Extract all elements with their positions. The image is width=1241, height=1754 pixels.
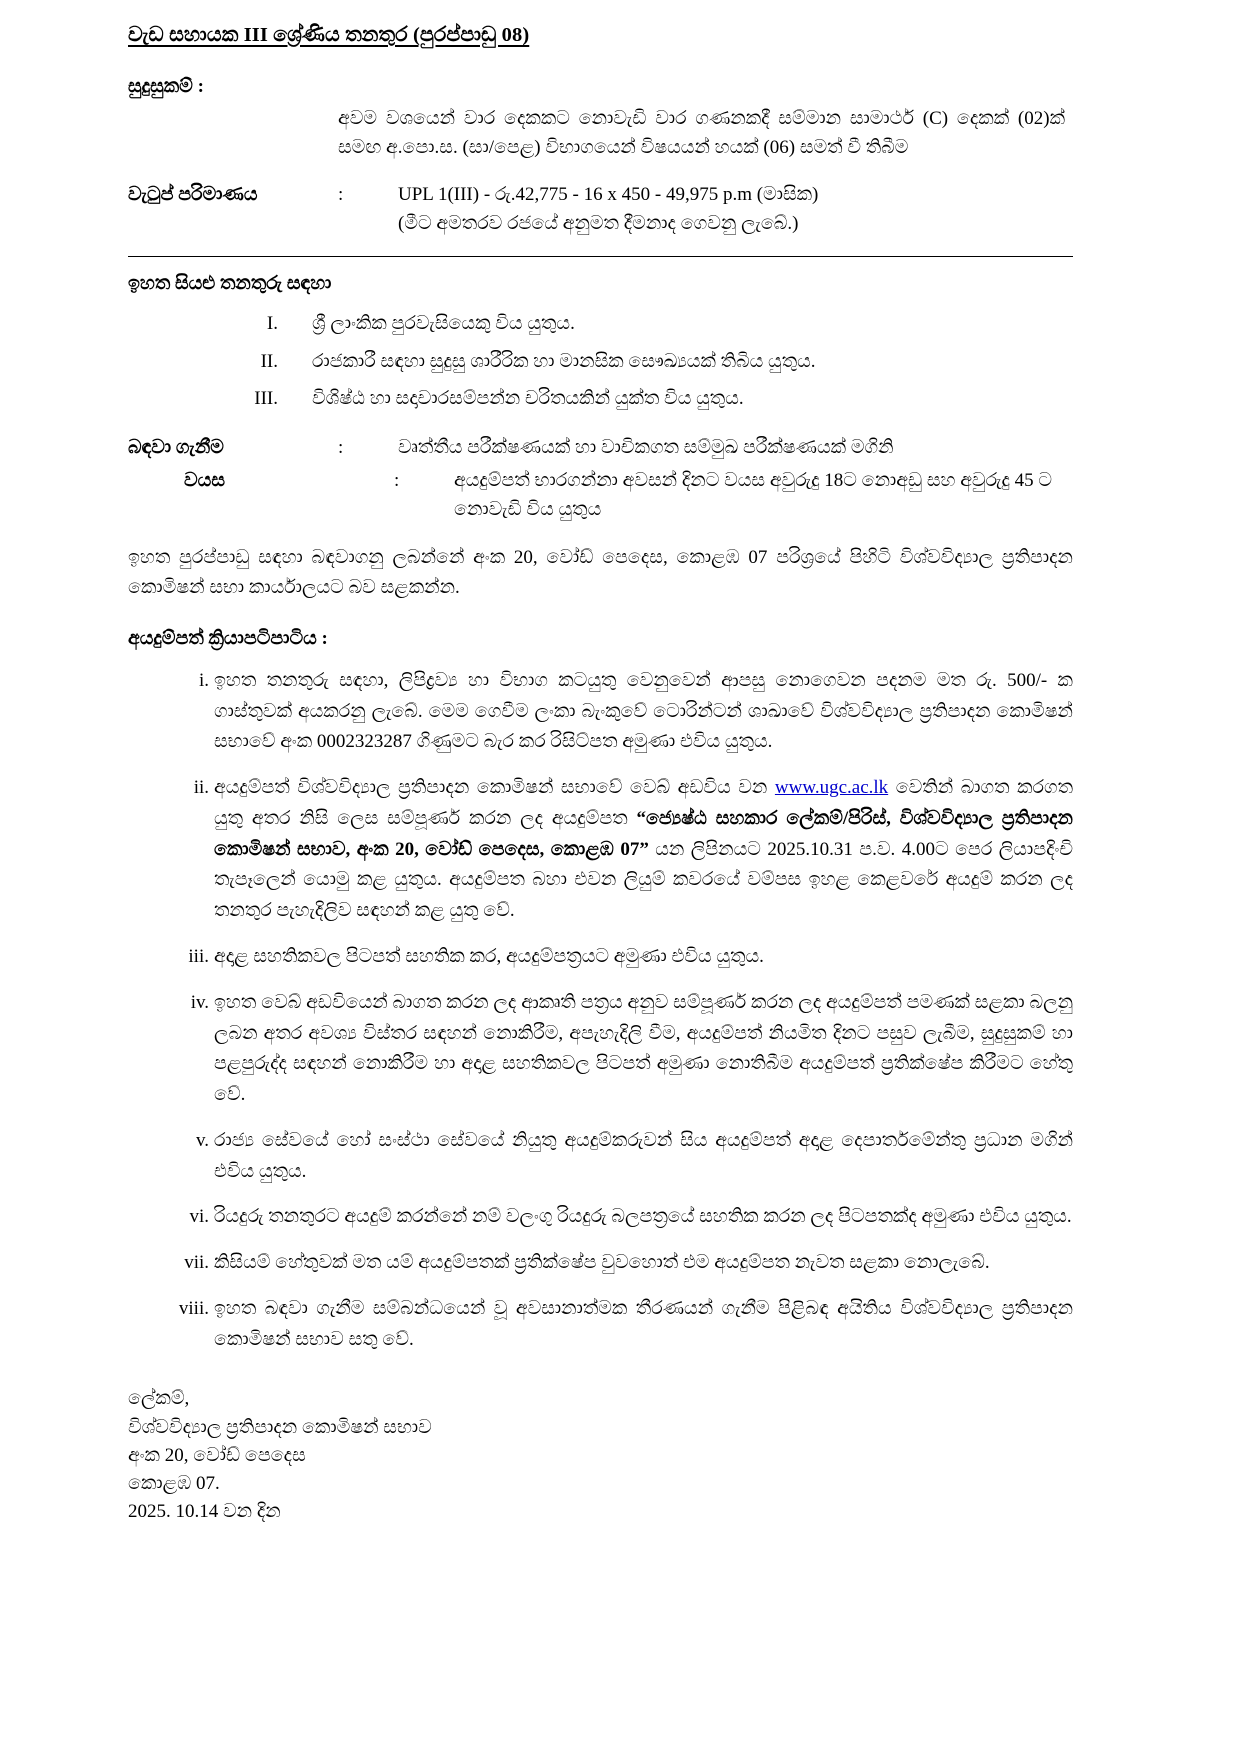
procedure-item-number: vi. [189, 1206, 209, 1228]
office-location-note: ඉහත පුරප්පාඩු සඳහා බඳවාගනු ලබන්නේ අංක 20, වෝඩ් පෙදෙස, කොළඹ 07 පරිශ්‍රයේ පිහිටි විශ්වවිද්‍යාල ප්‍රතිපාදන කොමිෂන් සභා කාර්යාලයට බව සළකන්න. [128, 547, 1073, 599]
procedure-item [128, 942, 1073, 973]
procedure-text-part-1: අයදුම්පත් විශ්වවිද්‍යාල ප්‍රතිපාදන කොමිෂන් සභාවේ වෙබ් අඩවිය වන [214, 777, 775, 799]
procedure-item-text: කිසියම් හේතුවක් මත යම් අයදුම්පතක් ප්‍රතික්ෂේප වුවහොත් එම අයදුම්පත නැවත සළකා නොලැබේ. [214, 1252, 990, 1274]
procedure-item-text: අදාළ සහතිකවල පිටපත් සහතික කර, අයදුම්පත්‍රයට අමුණා එවිය යුතුය. [214, 946, 764, 967]
salary-scale: UPL 1(III) - රු.42,775 - 16 x 450 - 49,975 p.m (මාසික) [398, 183, 819, 205]
age-colon: : [394, 470, 400, 492]
procedure-item-text: රියදුරු තනතුරට අයදුම් කරන්නේ නම් වලංගු රියදුරු බලපත්‍රයේ සහතික කරන ලද පිටපතක්ද අමුණා එවිය යුතුය. [214, 1206, 1072, 1228]
qualifications-text: අවම වශයෙන් වාර දෙකකට නොවැඩි වාර ගණනකදී සම්මාන සාමාර්ථ (C) දෙකක් (02)ක් සමඟ අ.පො.ස. (සා/පෙළ) විභාගයෙන් විෂයයන් හයක් (06) සමත් වී තිබීම [338, 107, 1065, 159]
list-item-text: රාජකාරී සඳහා සුදුසු ශාරීරික හා මානසික සෞඛ්‍යයක් තිබිය යුතුය. [312, 350, 816, 372]
procedure-item-number: i. [198, 669, 209, 691]
procedure-item-number: iii. [188, 946, 209, 967]
procedure-item-number: vii. [184, 1252, 209, 1274]
procedure-text-part-2: වෙතින් බාගත කරගත යුතු අතර නිසි ලෙස සම්පූර්ණ කරන ලද අයදුම්පත [214, 777, 1073, 829]
mailing-address-bold: “ජ්‍යෙෂ්ඨ සහකාර ලේකම්/පිරිස්, විශ්වවිද්‍යාල ප්‍රතිපාදන කොමිෂන් සභාව, අංක 20, වෝඩ් පෙදෙස, කොළඹ 07” [214, 807, 1073, 860]
procedure-item [128, 1202, 1073, 1233]
age-label: වයස [184, 470, 225, 492]
salary-colon: : [338, 183, 344, 205]
procedure-item-text: ඉහත වෙබ් අඩවියෙන් බාගත කරන ලද ආකෘති පත්‍රය අනුව සම්පූර්ණ කරන ලද අයදුම්පත් පමණක් සළකා බලනු ලබන අතර අවශ්‍ය විස්තර සඳහන් නොකිරීම, අපැහැදිලි වීම, අයදුම්පත් නියමිත දිනට පසුව ලැබීම, සුදුසුකම් හා පළපුරුද්ද සඳහන් නොකිරීම හා අදාළ සහතිකවල පිටපත් අමුණා නොතිබීම අයදුම්පත් ප්‍රතික්ෂේප කිරීමට හේතු වේ. [214, 991, 1073, 1106]
signature-line: කොළඹ 07. [128, 1472, 220, 1494]
procedure-item-number: viii. [178, 1297, 209, 1319]
salary-value [398, 181, 1073, 238]
procedure-item-text: ඉහත බඳවා ගැනීම සම්බන්ධයෙන් වූ අවසානාත්මක තීරණයන් ගැනීම පිළිබඳ අයිතිය විශ්වවිද්‍යාල ප්‍රතිපාදන කොමිෂන් සභාව සතු වේ. [214, 1297, 1073, 1350]
procedure-item-text: රාජ්‍ය සේවයේ හෝ සංස්ථා සේවයේ නියුතු අයදුම්කරුවන් සිය අයදුම්පත් අදාළ දෙපාර්තමේන්තු ප්‍රධාන මගින් එවිය යුතුය. [214, 1129, 1073, 1182]
signature-line: විශ්වවිද්‍යාල ප්‍රතිපාදන කොමිෂන් සභාව [128, 1416, 432, 1438]
salary-row [128, 181, 1073, 238]
signature-line: අංක 20, වෝඩ් පෙදෙස [128, 1444, 306, 1466]
list-item-number: III. [254, 388, 278, 410]
recruitment-value: වෘත්තීය පරීක්ෂණයක් හා වාචිකගත සම්මුඛ පරීක්ෂණයක් මගිනි [398, 437, 894, 459]
procedure-list [128, 666, 1073, 1356]
signature-line: ලේකම්, [128, 1388, 190, 1410]
list-item [248, 347, 1073, 377]
section-divider [128, 256, 1073, 257]
qualifications-label: සුදුසුකම් : [128, 75, 204, 97]
common-requirements-heading: ඉහත සියළු තනතුරු සඳහා [128, 273, 332, 295]
procedure-text-part-3: යන ලිපිනයට 2025.10.31 ප.ව. 4.00ට පෙර ලියාපදිංචි තැපෑලෙන් යොමු කළ යුතුය. අයදුම්පත බහා එවන ලියුම් කවරයේ වම්පස ඉහළ කෙළවරේ අයදුම් කරන ලද තනතුර පැහැදිලිව සඳහන් කළ යුතු වේ. [214, 838, 1073, 922]
salary-label: වැටුප් පරිමාණය [128, 183, 258, 205]
procedure-item-number: v. [195, 1129, 209, 1151]
procedure-item-text [214, 773, 1073, 927]
list-item-text: ශ්‍රී ලාංකික පුරවැසියෙකු විය යුතුය. [312, 313, 575, 335]
salary-note: (මීට අමතරව රජයේ අනුමත දීමනාද ගෙවනු ලැබේ.) [398, 212, 799, 234]
recruitment-row [128, 434, 1073, 463]
procedure-item-number: ii. [193, 777, 209, 799]
age-value: අයදුම්පත් භාරගන්නා අවසන් දිනට වයස අවුරුදු 18ට නොඅඩු සහ අවුරුදු 45 ට නොවැඩි විය යුතුය [454, 470, 1053, 521]
procedure-item [128, 1248, 1073, 1279]
recruitment-label: බඳවා ගැනීම [128, 437, 224, 459]
procedure-heading: අයදුම්පත් ක්‍රියාපටිපාටිය : [128, 627, 328, 649]
recruitment-colon: : [338, 437, 344, 459]
page-title: වැඩ සහායක III ශ්‍රේණිය තනතුර (පුරප්පාඩු 08) [128, 24, 530, 46]
list-item [248, 309, 1073, 339]
common-requirements-list [128, 309, 1073, 414]
list-item-number: I. [266, 313, 278, 335]
signature-date: 2025. 10.14 වන දින [128, 1500, 281, 1522]
procedure-item [128, 1126, 1073, 1188]
procedure-item-text: ඉහත තනතුරු සඳහා, ලිපිද්‍රව්‍ය හා විභාග කටයුතු වෙනුවෙන් ආපසු නොගෙවන පදනම මත රු. 500/- ක ගාස්තුවක් අයකරනු ලැබේ. මෙම ගෙවීම ලංකා බැංකුවේ ටොරින්ටන් ශාඛාවේ විශ්වවිද්‍යාල ප්‍රතිපාදන කොමිෂන් සභාවේ අංක 0002323287 ගිණුමට බැර කර රිසිට්පත අමුණා එවිය යුතුය. [214, 669, 1073, 753]
procedure-item [128, 773, 1073, 927]
list-item-text: විශිෂ්ඨ හා සදාචාරසම්පන්න චරිතයකින් යුක්ත විය යුතුය. [312, 388, 744, 410]
procedure-item-number: iv. [190, 991, 209, 1013]
document-content [128, 22, 1073, 1526]
procedure-item [128, 1294, 1073, 1356]
procedure-item [128, 988, 1073, 1111]
list-item [248, 384, 1073, 414]
list-item-number: II. [260, 350, 278, 372]
procedure-item [128, 666, 1073, 758]
ugc-website-link[interactable]: www.ugc.ac.lk [774, 777, 889, 799]
signature-block [128, 1385, 1073, 1526]
age-row [128, 467, 1073, 525]
